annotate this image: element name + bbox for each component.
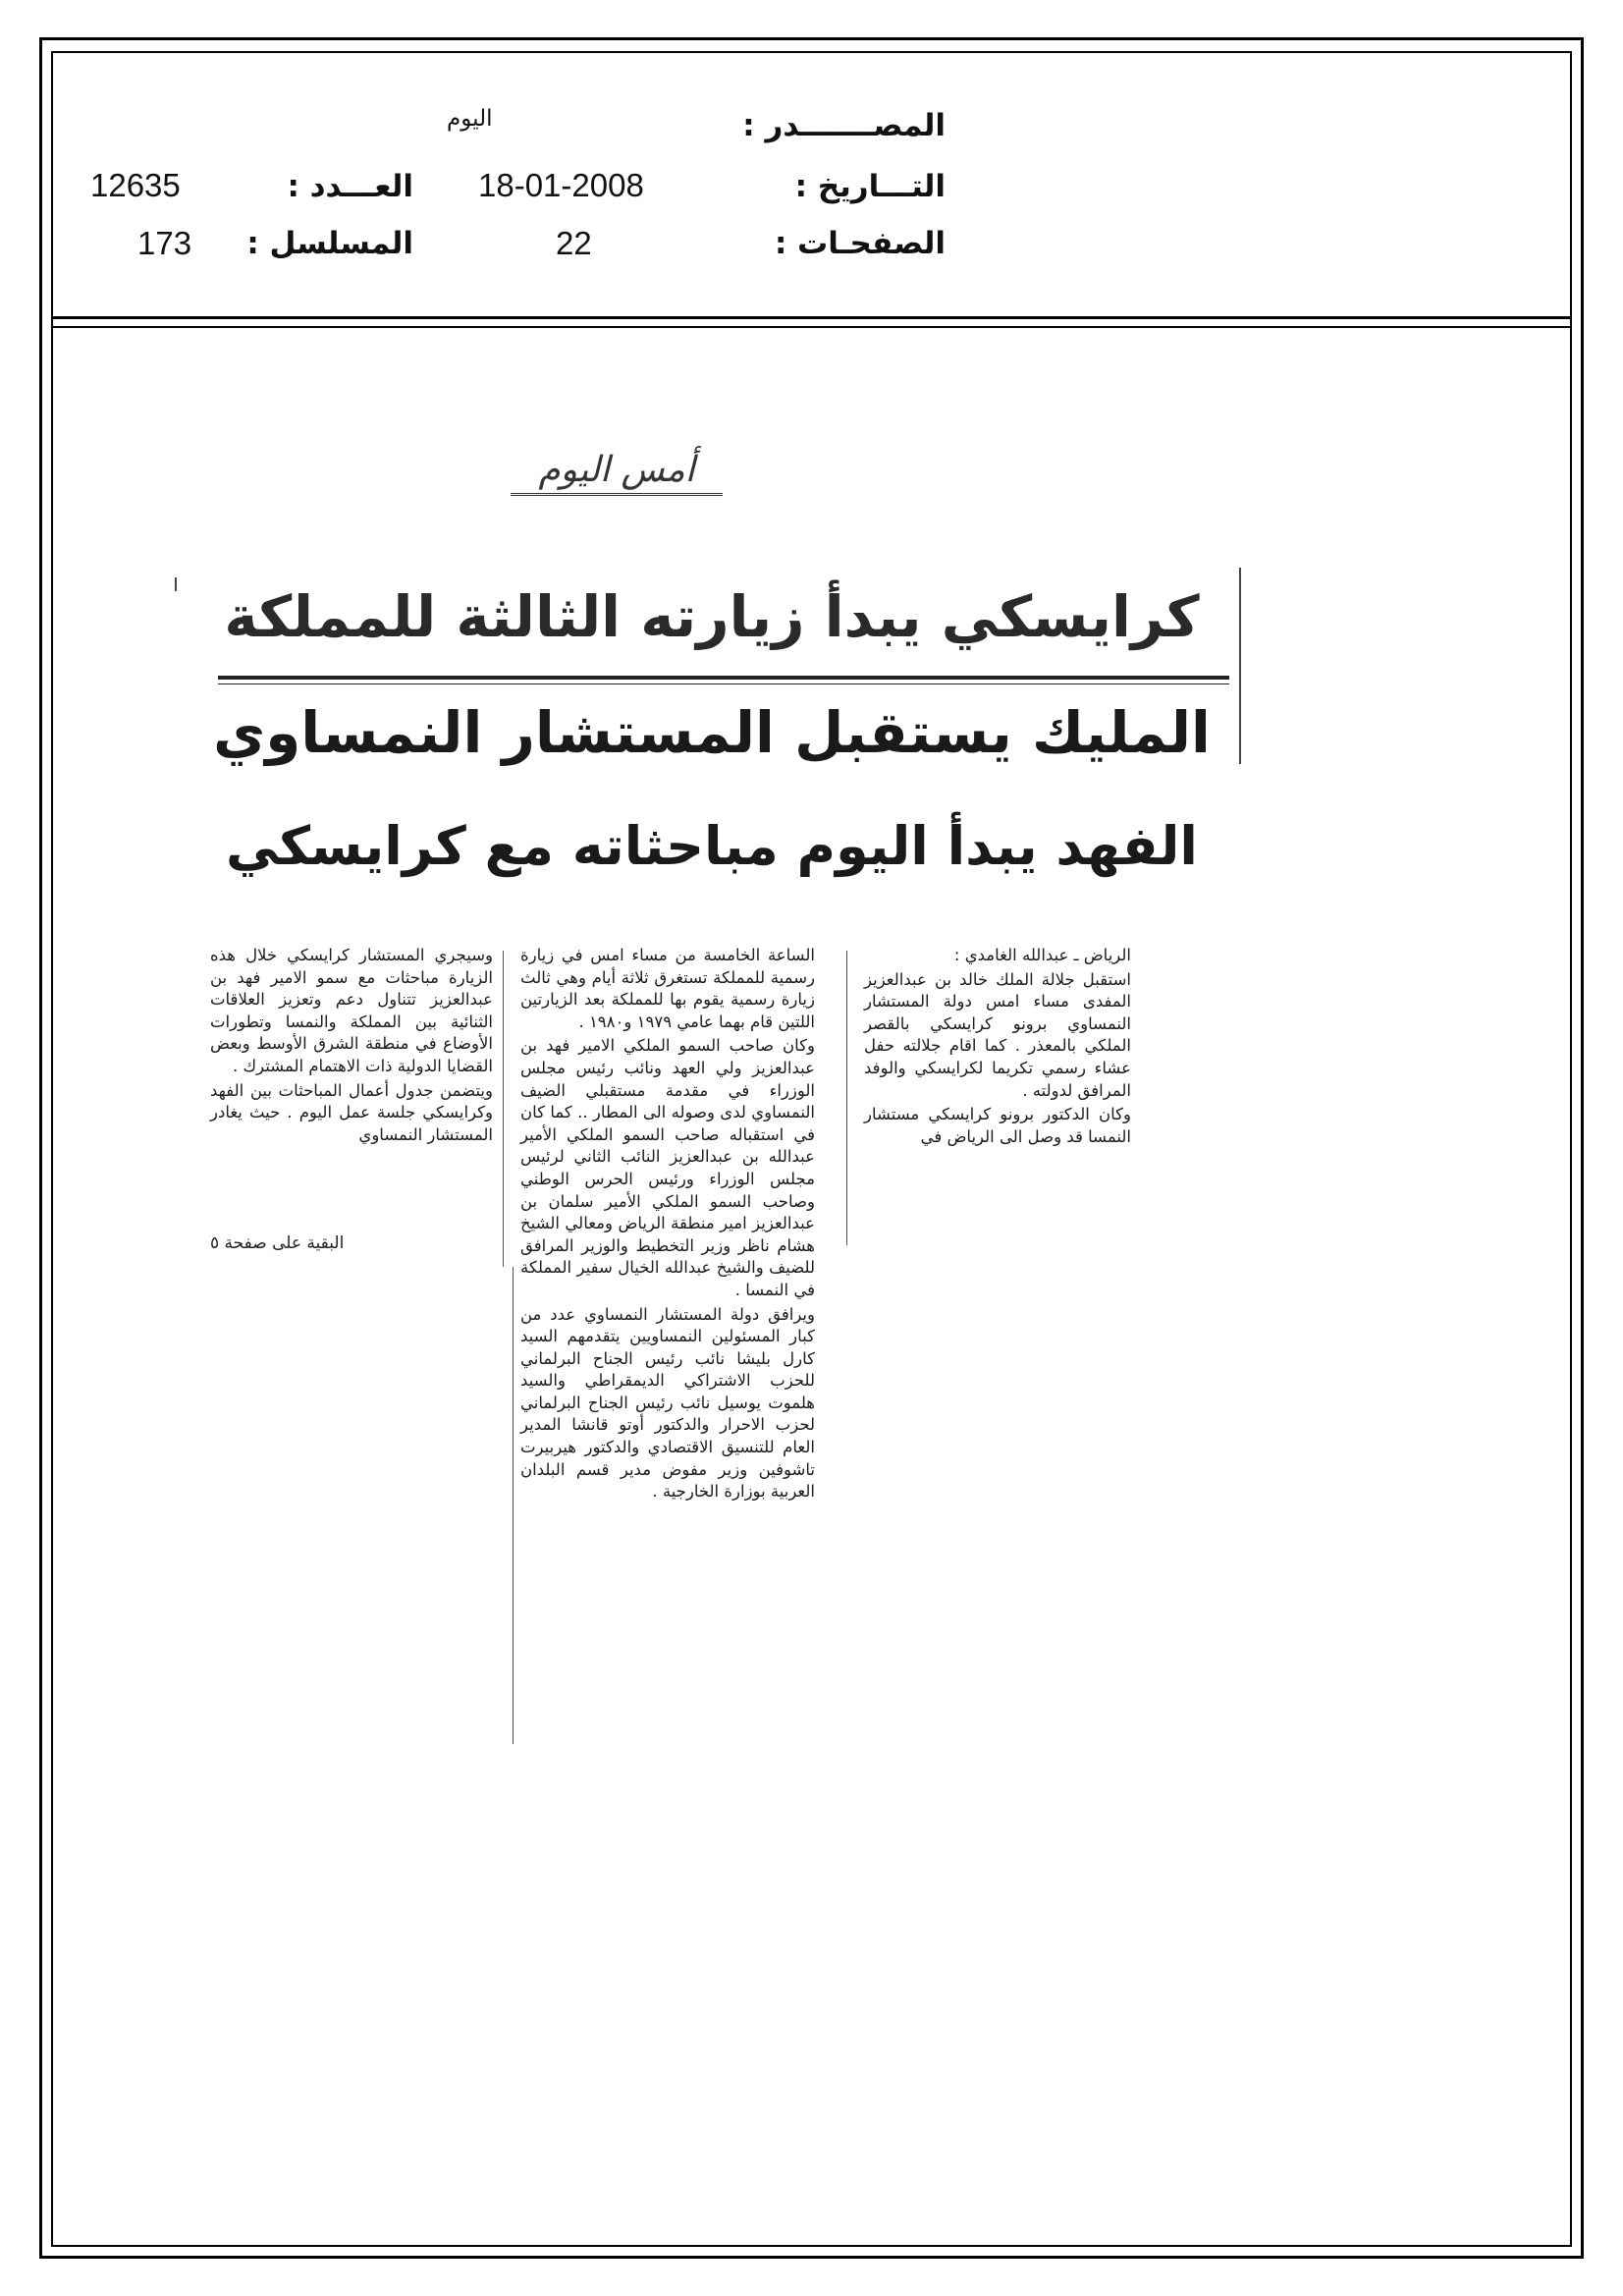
column-divider [846, 951, 847, 1245]
section-tag: أمس اليوم [538, 449, 695, 490]
serial-label: المسلسل : [246, 226, 413, 261]
article-paragraph: ويتضمن جدول أعمال المباحثات بين الفهد وكرايسكي جلسة عمل اليوم . حيث يغادر المستشار النمساوي [210, 1080, 493, 1144]
date-value: 18-01-2008 [478, 167, 644, 203]
headline-top: كرايسكي يبدأ زيارته الثالثة للمملكة [224, 583, 1200, 650]
clipping-edge-left [175, 577, 177, 591]
column-divider [503, 951, 504, 1267]
continued-note: البقية على صفحة ٥ [210, 1233, 345, 1253]
article-paragraph: ويرافق دولة المستشار النمساوي عدد من كبار المسئولين النمساويين يتقدمهم السيد كارل بليشا نائب رئيس الجناح البرلماني للحزب الاشتراكي الديمقراطي والسيد هلموت يوسيل نائب رئيس الجناح البرلماني لحزب الاحرار والدكتور أوتو قانشا المدير العام للتنسيق الاقتصادي والدكتور هيربيرت تاشوفين وزير مفوض مدير قسم البلدان العربية بوزارة الخارجية . [520, 1304, 815, 1502]
byline: الرياض ـ عبدالله الغامدي : [953, 946, 1131, 964]
date-label: التـــاريخ : [794, 169, 946, 204]
headline-main: المليك يستقبل المستشار النمساوي [213, 699, 1211, 766]
header-divider [51, 316, 1572, 319]
pages-label: الصفحـات : [774, 226, 946, 261]
article-paragraph: الساعة الخامسة من مساء امس في زيارة رسمية للمملكة تستغرق ثلاثة أيام وهي ثالث زيارة رسمية يقوم بها للمملكة بعد الزيارتين اللتين قام بهما عامي ١٩٧٩ و١٩٨٠ . [520, 946, 815, 1031]
pages-value: 22 [556, 225, 592, 261]
source-value: اليوم [447, 106, 493, 132]
headline-sub: الفهد يبدأ اليوم مباحثاته مع كرايسكي [226, 815, 1198, 877]
article-paragraph: استقبل جلالة الملك خالد بن عبدالعزيز المفدى مساء امس دولة المستشار النمساوي برونو كرايسكي بالقصر الملكي بالمعذر . كما اقام جلالته حفل عشاء رسمي تكريما لكرايسكي والوفد المرافق لدولته . [864, 969, 1131, 1100]
clipping-edge-right [1239, 568, 1241, 764]
source-label: المصـــــــدر : [742, 108, 946, 143]
headline-rule-thin [218, 683, 1229, 684]
column-divider [513, 1267, 514, 1744]
issue-value: 12635 [90, 167, 181, 203]
section-tag-underline [511, 493, 723, 496]
article-column-middle [520, 945, 815, 1505]
article-paragraph: وكان الدكتور برونو كرايسكي مستشار النمسا قد وصل الى الرياض في [864, 1105, 1131, 1146]
serial-value: 173 [137, 225, 192, 261]
article-paragraph: وكان صاحب السمو الملكي الامير فهد بن عبدالعزيز ولي العهد ونائب رئيس مجلس الوزراء في مقدمة مستقبلي الضيف النمساوي لدى وصوله الى المطار .. كما كان في استقباله صاحب السمو الملكي الأمير عبدالله بن عبدالعزيز النائب الثاني لرئيس مجلس الوزراء ورئيس الحرس الوطني وصاحب السمو الملكي الأمير سلمان بن عبدالعزيز امير منطقة الرياض ومعالي الشيخ هشام ناظر وزير التخطيط والوزير المرافق للضيف والشيخ عبدالله الخيال سفير المملكة في النمسا . [520, 1036, 815, 1299]
article-paragraph: وسيجري المستشار كرايسكي خلال هذه الزيارة مباحثات مع سمو الامير فهد بن عبدالعزيز تتناول دعم وتعزيز العلاقات الثنائية بين المملكة والنمسا وتطورات الأوضاع في منطقة الشرق الأوسط وبعض القضايا الدولية ذات الاهتمام المشترك . [210, 946, 493, 1075]
article-column-right [864, 945, 1131, 1150]
article-column-left [210, 945, 493, 1148]
header-divider-inner [51, 326, 1572, 328]
headline-rule [218, 676, 1229, 680]
issue-label: العـــدد : [287, 169, 413, 204]
